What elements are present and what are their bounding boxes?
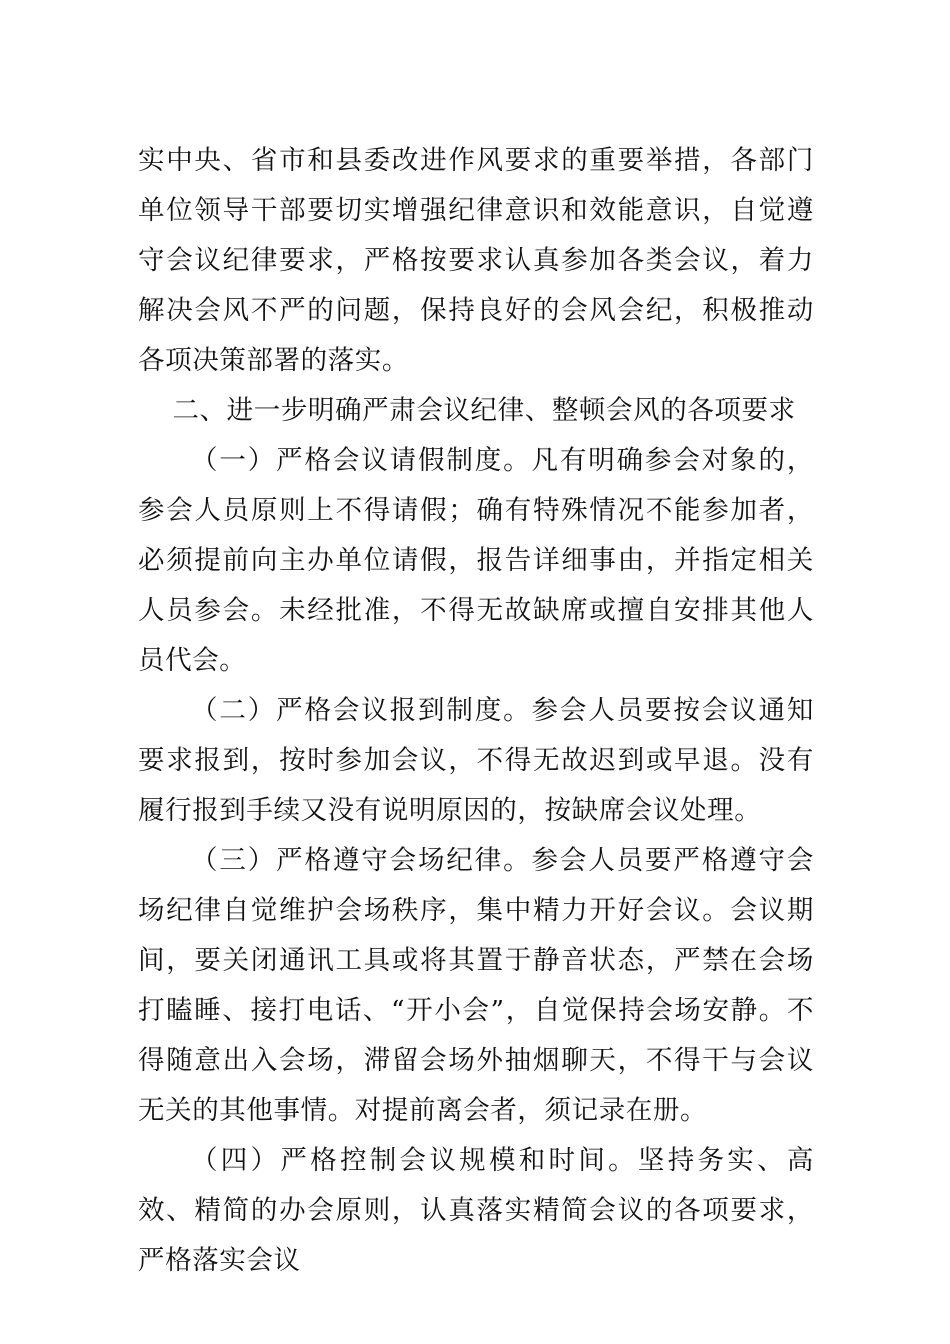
- paragraph-item-4: （四）严格控制会议规模和时间。坚持务实、高效、精简的办会原则，认真落实精简会议的各项要求，严格落实会议: [138, 1145, 814, 1276]
- paragraph-item-2: （二）严格会议报到制度。参会人员要按会议通知要求报到，按时参加会议，不得无故迟到或早退。没有履行报到手续又没有说明原因的，按缺席会议处理。: [138, 695, 814, 826]
- paragraph-item-3: （三）严格遵守会场纪律。参会人员要严格遵守会场纪律自觉维护会场秩序，集中精力开好会议。会议期间，要关闭通讯工具或将其置于静音状态，严禁在会场打瞌睡、接打电话、“开小会”，自觉保持会场安静。不得随意出入会场，滞留会场外抽烟聊天，不得干与会议无关的其他事情。对提前离会者，须记录在册。: [138, 845, 814, 1126]
- paragraph-item-1: （一）严格会议请假制度。凡有明确参会对象的，参会人员原则上不得请假；确有特殊情况不能参加者，必须提前向主办单位请假，报告详细事由，并指定相关人员参会。未经批准，不得无故缺席或擅自安排其他人员代会。: [138, 445, 814, 676]
- section-heading-2: 二、进一步明确严肃会议纪律、整顿会风的各项要求: [172, 395, 796, 426]
- paragraph-continuation: 实中央、省市和县委改进作风要求的重要举措，各部门单位领导干部要切实增强纪律意识和效能意识，自觉遵守会议纪律要求，严格按要求认真参加各类会议，着力解决会风不严的问题，保持良好的会风会纪，积极推动各项决策部署的落实。: [138, 145, 814, 376]
- document-page: [138, 136, 814, 1286]
